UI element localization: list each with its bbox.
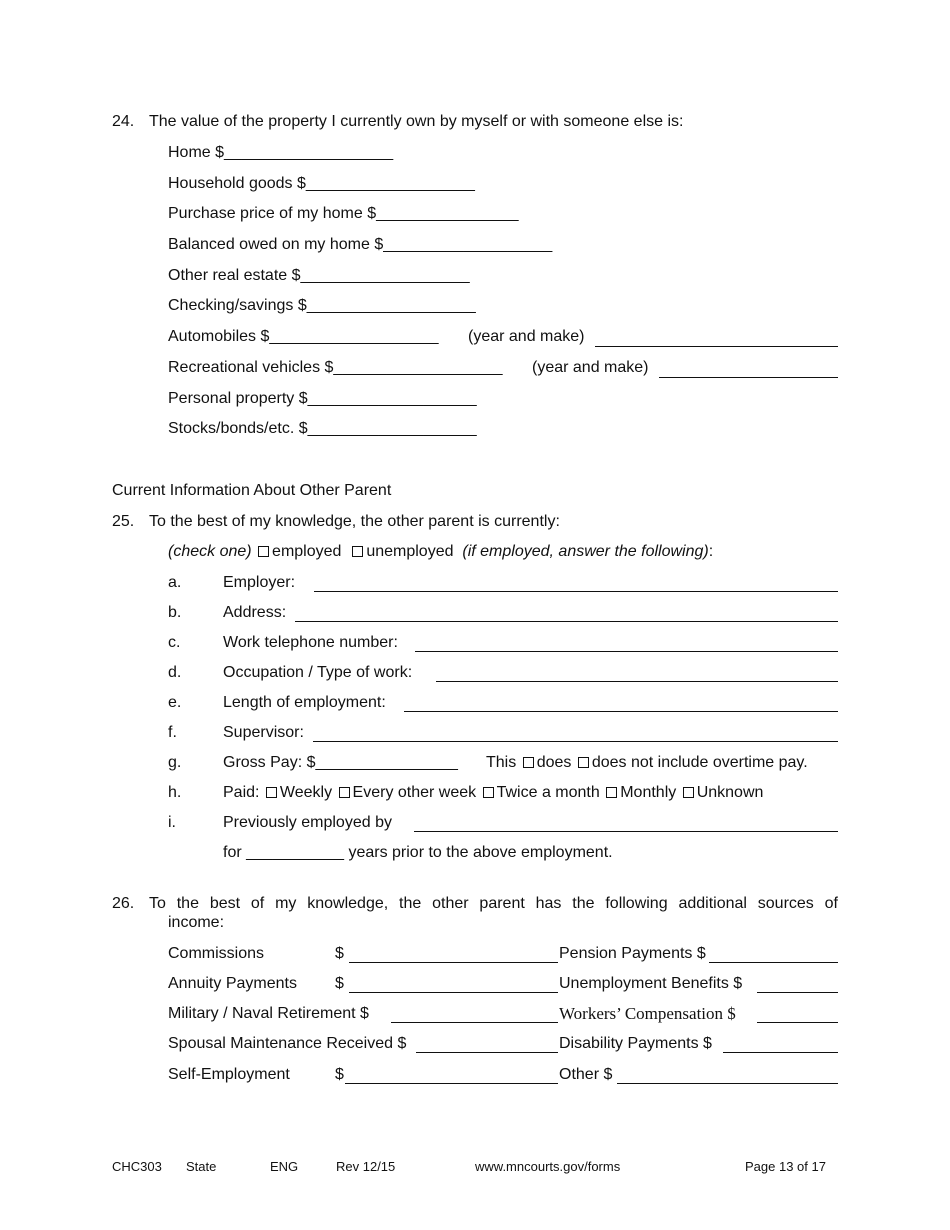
monthly-label: Monthly	[620, 784, 677, 801]
weekly-checkbox[interactable]	[266, 787, 277, 798]
gross-pay-field[interactable]: Gross Pay: $________________	[223, 754, 458, 771]
supervisor-line[interactable]	[313, 741, 838, 742]
pension-label: Pension Payments $	[559, 945, 706, 962]
occupation-line[interactable]	[436, 681, 838, 682]
household-goods-field[interactable]: Household goods $___________________	[168, 175, 475, 192]
does-checkbox[interactable]	[523, 757, 534, 768]
does-not-label: does not include overtime pay.	[591, 754, 808, 771]
previously-employed-label: Previously employed by	[223, 814, 392, 831]
letter-g: g.	[168, 754, 182, 771]
length-employment-label: Length of employment:	[223, 694, 386, 711]
q26-text-line1: To the best of my knowledge, the other parent has the following additional sources of	[149, 895, 838, 912]
q25-text: To the best of my knowledge, the other parent is currently:	[149, 513, 560, 530]
twice-a-month-label: Twice a month	[496, 784, 600, 801]
employer-line[interactable]	[314, 591, 838, 592]
annuity-dollar: $	[335, 975, 344, 992]
disability-label: Disability Payments $	[559, 1035, 712, 1052]
workers-comp-label: Workers’ Compensation $	[559, 1004, 736, 1023]
self-employment-line[interactable]	[345, 1083, 558, 1084]
letter-f: f.	[168, 724, 177, 741]
annuity-line[interactable]	[349, 992, 558, 993]
unemployed-label: unemployed	[366, 543, 454, 560]
unknown-checkbox[interactable]	[683, 787, 694, 798]
q26-text-line2: income:	[168, 914, 225, 931]
letter-e: e.	[168, 694, 182, 711]
every-other-week-label: Every other week	[352, 784, 477, 801]
stocks-bonds-field[interactable]: Stocks/bonds/etc. $___________________	[168, 420, 477, 437]
pension-line[interactable]	[709, 962, 838, 963]
workers-comp-line[interactable]	[757, 1022, 838, 1023]
if-employed-label: (if employed, answer the following)	[462, 543, 709, 560]
paid-label: Paid:	[223, 784, 260, 801]
commissions-label: Commissions	[168, 945, 265, 962]
years-prior-field[interactable]: for ___________ years prior to the above employment.	[223, 844, 613, 861]
footer-url[interactable]: www.mncourts.gov/forms	[475, 1159, 621, 1174]
footer-state: State	[186, 1159, 217, 1174]
section-heading: Current Information About Other Parent	[112, 482, 392, 499]
employer-label: Employer:	[223, 574, 296, 591]
recreational-vehicles-field[interactable]: Recreational vehicles $___________________	[168, 359, 503, 376]
commissions-line[interactable]	[349, 962, 558, 963]
rv-year-make-line[interactable]	[659, 377, 838, 378]
letter-h: h.	[168, 784, 182, 801]
employed-checkbox[interactable]	[258, 546, 269, 557]
commissions-dollar: $	[335, 945, 344, 962]
checking-savings-field[interactable]: Checking/savings $___________________	[168, 297, 476, 314]
military-line[interactable]	[391, 1022, 558, 1023]
purchase-price-field[interactable]: Purchase price of my home $________________	[168, 205, 519, 222]
letter-c: c.	[168, 634, 181, 651]
letter-i: i.	[168, 814, 176, 831]
other-label: Other $	[559, 1066, 613, 1083]
employment-status-row	[168, 542, 713, 562]
auto-year-make-line[interactable]	[595, 346, 838, 347]
this-label: This	[486, 754, 517, 771]
letter-a: a.	[168, 574, 182, 591]
automobiles-field[interactable]: Automobiles $___________________	[168, 328, 439, 345]
q26-number: 26.	[112, 895, 135, 912]
every-other-week-checkbox[interactable]	[339, 787, 350, 798]
annuity-label: Annuity Payments	[168, 975, 297, 992]
check-one-label: (check one)	[168, 543, 252, 560]
work-phone-label: Work telephone number:	[223, 634, 398, 651]
footer-revision: Rev 12/15	[336, 1159, 396, 1174]
spousal-line[interactable]	[416, 1052, 558, 1053]
pay-frequency-row	[223, 783, 763, 803]
footer-form-code: CHC303	[112, 1159, 162, 1174]
letter-b: b.	[168, 604, 182, 621]
work-phone-line[interactable]	[415, 651, 838, 652]
unemployment-label: Unemployment Benefits $	[559, 975, 743, 992]
self-employment-dollar: $	[335, 1066, 344, 1083]
other-real-estate-field[interactable]: Other real estate $___________________	[168, 267, 470, 284]
auto-year-make-label: (year and make)	[468, 328, 585, 345]
supervisor-label: Supervisor:	[223, 724, 304, 741]
previously-employed-line[interactable]	[414, 831, 838, 832]
overtime-row	[486, 753, 808, 773]
rv-year-make-label: (year and make)	[532, 359, 649, 376]
unemployment-line[interactable]	[757, 992, 838, 993]
personal-property-field[interactable]: Personal property $___________________	[168, 390, 477, 407]
q24-number: 24.	[112, 113, 135, 130]
does-not-checkbox[interactable]	[578, 757, 589, 768]
colon: :	[708, 543, 714, 560]
length-employment-line[interactable]	[404, 711, 838, 712]
monthly-checkbox[interactable]	[606, 787, 617, 798]
twice-a-month-checkbox[interactable]	[483, 787, 494, 798]
balance-owed-field[interactable]: Balanced owed on my home $___________________	[168, 236, 553, 253]
does-label: does	[536, 754, 572, 771]
q24-text: The value of the property I currently own by myself or with someone else is:	[149, 113, 684, 130]
q26-text	[149, 894, 838, 914]
employed-label: employed	[272, 543, 342, 560]
occupation-label: Occupation / Type of work:	[223, 664, 413, 681]
unemployed-checkbox[interactable]	[352, 546, 363, 557]
unknown-label: Unknown	[696, 784, 764, 801]
home-value-field[interactable]: Home $___________________	[168, 144, 394, 161]
q25-number: 25.	[112, 513, 135, 530]
disability-line[interactable]	[723, 1052, 838, 1053]
footer-page-number: Page 13 of 17	[745, 1159, 826, 1174]
address-label: Address:	[223, 604, 287, 621]
footer-language: ENG	[270, 1159, 299, 1174]
address-line[interactable]	[295, 621, 838, 622]
spousal-label: Spousal Maintenance Received $	[168, 1035, 407, 1052]
letter-d: d.	[168, 664, 182, 681]
self-employment-label: Self-Employment	[168, 1066, 290, 1083]
military-label: Military / Naval Retirement $	[168, 1005, 369, 1022]
other-line[interactable]	[617, 1083, 838, 1084]
weekly-label: Weekly	[279, 784, 333, 801]
